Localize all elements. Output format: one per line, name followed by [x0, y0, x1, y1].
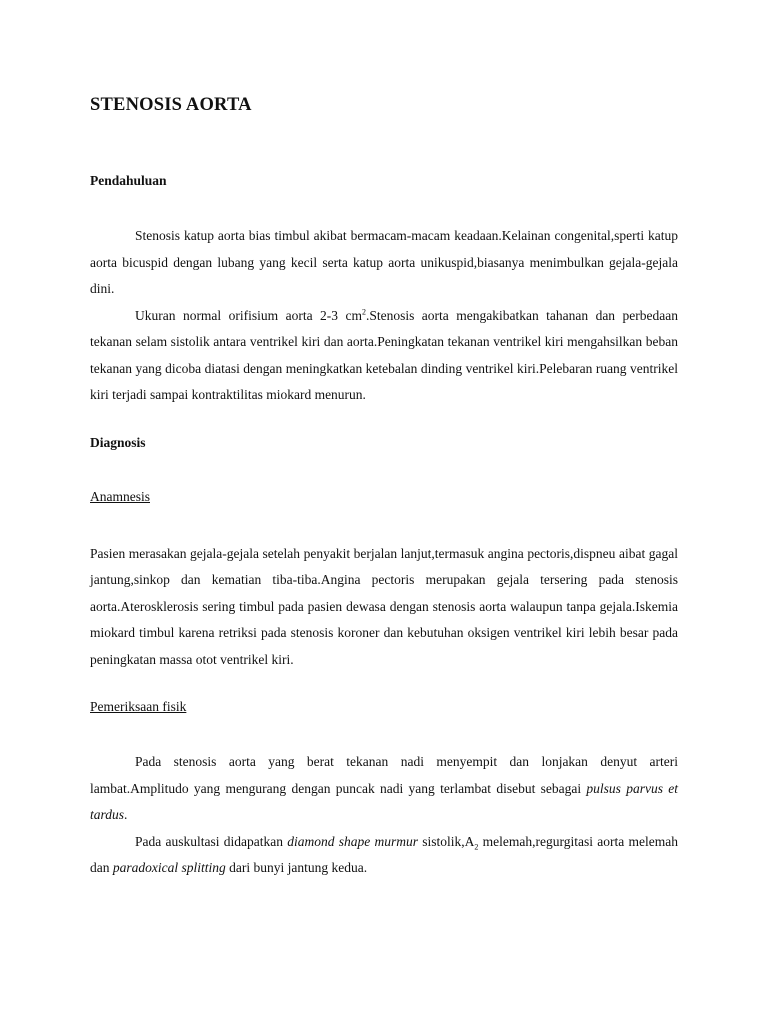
heading-pendahuluan: Pendahuluan [90, 173, 167, 188]
heading-anamnesis: Anamnesis [90, 488, 150, 504]
paragraph-pendahuluan-1: Stenosis katup aorta bias timbul akibat bermacam-macam keadaan.Kelainan congenital,sperti katup aorta bicuspid dengan lubang yang kecil serta katup aorta unikuspid,biasanya menimbulkan gejala-gejala dini. [90, 228, 678, 296]
paragraph-anamnesis: Pasien merasakan gejala-gejala setelah penyakit berjalan lanjut,termasuk angina pectoris,dispneu aibat gagal jantung,sinkop dan kematian tiba-tiba.Angina pectoris merupakan gejala tersering pada stenosis aorta.Aterosklerosis sering timbul pada pasien dewasa dengan stenosis aorta walaupun tanpa gejala.Iskemia miokard timbul karena retriksi pada stenosis koroner dan kebutuhan oksigen ventrikel kiri lebih besar pada peningkatan massa otot ventrikel kiri. [90, 545, 678, 667]
paragraph-pemeriksaan-2: Pada auskultasi didapatkan diamond shape murmur $sistolik,A_2$ melemah,regurgitasi aorta melemah dan paradoxical splitting dari bunyi jantung kedua. [90, 833, 678, 875]
paragraph-pendahuluan-2: Ukuran normal orifisium aorta 2-3 $cm^2.Stenosis$ aorta mengakibatkan tahanan dan perbedaan tekanan selam sistolik antara ventrikel kiri dan aorta.Peningkatan tekanan ventrikel kiri mengahsilkan beban tekanan yang dicoba diatasi dengan meningkatkan ketebalan dinding ventrikel kiri.Pelebaran ruang ventrikel kiri terjadi sampai kontraktilitas miokard menurun. [90, 307, 678, 402]
paragraph-pemeriksaan-1: Pada stenosis aorta yang berat tekanan nadi menyempit dan lonjakan denyut arteri lambat.Amplitudo yang mengurang dengan puncak nadi yang terlambat disebut sebagai pulsus parvus et tardus. [90, 754, 678, 822]
heading-pemeriksaan-fisik: Pemeriksaan fisik [90, 699, 187, 714]
document-content [90, 92, 678, 882]
heading-diagnosis: Diagnosis [90, 434, 146, 450]
document-title: STENOSIS AORTA [90, 95, 252, 115]
